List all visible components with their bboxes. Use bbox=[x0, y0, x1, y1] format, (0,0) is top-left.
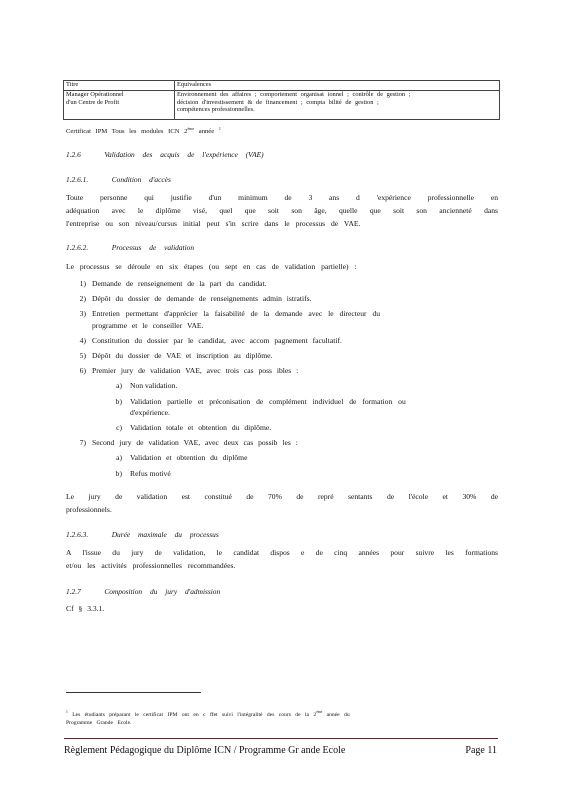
list-number: 4) bbox=[79, 335, 86, 345]
section-number: 1.2.6.2. bbox=[66, 243, 89, 252]
list-item bbox=[70, 276, 500, 291]
list-text: Constitution du dossier par le candidat, avec accom pagnement facultatif. bbox=[92, 335, 342, 345]
list-number: 7) bbox=[79, 438, 86, 448]
sub-list-text: Refus motivé bbox=[130, 468, 171, 478]
paragraph-line: Le jury de validation est constitué de 70% de repré sentants de l'école et 30% de bbox=[66, 492, 498, 501]
section-heading-1-2-6-3 bbox=[66, 530, 219, 539]
equivalence-table bbox=[63, 80, 500, 120]
table-cell-line: compétences professionnelles. bbox=[177, 106, 255, 114]
table-header-row bbox=[64, 81, 500, 91]
page-number: Page 11 bbox=[465, 745, 497, 756]
certificate-text: Certificat IPM Tous les modules ICN 2 bbox=[66, 128, 188, 136]
footnote-mark: 1 bbox=[66, 710, 68, 714]
table-header-titre: Titre bbox=[64, 81, 175, 91]
table-header-equivalences: Equivalences bbox=[175, 81, 500, 91]
footnote-text: Les étudiants préparant le certificat IPM ont en c ffet suivi l'intégralité des cours de la 2 bbox=[72, 711, 317, 718]
list-text: Entretien permettant d'apprécier la faisabilité de la demande avec le directeur du bbox=[92, 309, 381, 319]
list-number: 2) bbox=[79, 294, 86, 304]
list-item bbox=[70, 333, 500, 348]
certificate-tail: année bbox=[198, 128, 215, 136]
footnote-line: Programme Grande Ecole. bbox=[66, 719, 132, 726]
section-title: Composition du jury d'admission bbox=[104, 587, 221, 596]
paragraph-line: et/ou les activités professionnelles recommandées. bbox=[66, 561, 236, 570]
list-text: Demande de renseignement de la part du candidat. bbox=[92, 279, 267, 288]
certificate-row bbox=[66, 126, 221, 135]
list-item bbox=[70, 363, 500, 378]
section-heading-1-2-6 bbox=[66, 150, 264, 159]
list-number: 3) bbox=[79, 309, 86, 319]
sub-list-item bbox=[70, 450, 500, 465]
list-text: Second jury de validation VAE, avec deux cas possib les : bbox=[92, 438, 298, 448]
process-steps-list bbox=[70, 276, 500, 481]
list-number: 6) bbox=[79, 366, 86, 376]
sub-list-text: Validation totale et obtention du diplôme. bbox=[130, 423, 272, 433]
section-title: Condition d'accès bbox=[111, 175, 171, 184]
footnote-text: année du bbox=[326, 711, 350, 718]
sub-list-item bbox=[70, 420, 500, 435]
footnote bbox=[66, 708, 496, 727]
sub-list-letter: b) bbox=[115, 396, 122, 406]
cross-reference: Cf § 3.3.1. bbox=[66, 604, 105, 613]
section-number: 1.2.7 bbox=[66, 587, 81, 596]
table-cell-line: Environnement des affaires ; comportement organisat ionnel ; contrôle de gestion ; bbox=[177, 91, 411, 98]
sub-list-text: d'expérience. bbox=[130, 407, 170, 417]
footnote-ref: 1 bbox=[218, 126, 221, 131]
list-text: Dépôt du dossier de demande de renseignements admin istratifs. bbox=[92, 294, 312, 304]
list-text: programme et le conseiller VAE. bbox=[92, 320, 204, 330]
list-number: 5) bbox=[79, 351, 86, 361]
sub-list-letter: c) bbox=[116, 423, 122, 433]
section-number: 1.2.6.1. bbox=[66, 175, 89, 184]
footnote-separator bbox=[66, 692, 201, 693]
sub-list-letter: a) bbox=[116, 381, 122, 391]
section-title: Validation des acquis de l'expérience (VAE) bbox=[104, 150, 264, 159]
section-title: Processus de validation bbox=[111, 243, 195, 252]
list-item bbox=[70, 348, 500, 363]
section-number: 1.2.6 bbox=[66, 150, 81, 159]
table-cell-equivalences bbox=[175, 91, 500, 120]
footer-title: Règlement Pédagogique du Diplôme ICN / Programme Gr ande Ecole bbox=[64, 745, 346, 756]
list-item bbox=[70, 435, 500, 450]
paragraph-intro: Le processus se déroule en six étapes (ou sept en cas de validation partielle) : bbox=[66, 262, 357, 271]
sub-list-item bbox=[70, 466, 500, 481]
sub-list-letter: a) bbox=[116, 453, 122, 463]
section-number: 1.2.6.3. bbox=[66, 530, 89, 539]
table-cell-line: Manager Opérationnel bbox=[66, 91, 124, 98]
paragraph-line: A l'issue du jury de validation, le candidat dispos e de cinq années pour suivre les formations bbox=[66, 548, 498, 557]
sub-list-text: Validation partielle et préconisation de complément individuel de formation ou bbox=[130, 396, 406, 406]
list-text: Dépôt du dossier de VAE et inscription au diplôme. bbox=[92, 351, 273, 361]
table-cell-line: d'un Centre de Profit bbox=[66, 98, 120, 106]
section-title: Durée maximale du processus bbox=[111, 530, 219, 539]
sub-list-item bbox=[70, 378, 500, 393]
list-text: Premier jury de validation VAE, avec trois cas poss ibles : bbox=[92, 366, 299, 376]
paragraph-line: l'entreprise ou son niveau/cursus initial peut s'in scrire dans le processus de VAE. bbox=[66, 219, 361, 228]
paragraph-line: adéquation avec le diplôme visé, quel que soit son âge, quelle que soit son ancienneté dans bbox=[66, 206, 498, 215]
section-heading-1-2-7 bbox=[66, 587, 220, 596]
table-cell-line: décision d'investissement & de financement ; compta bilité de gestion ; bbox=[177, 98, 379, 106]
table-row bbox=[64, 91, 500, 120]
sub-list-letter: b) bbox=[115, 468, 122, 478]
list-item bbox=[70, 291, 500, 306]
list-number: 1) bbox=[79, 279, 86, 288]
paragraph-line: professionnels. bbox=[66, 505, 112, 514]
certificate-sup: ème bbox=[187, 126, 195, 131]
footnote-sup: ème bbox=[316, 710, 323, 714]
footer-rule bbox=[64, 738, 498, 739]
paragraph-line: Toute personne qui justifie d'un minimum de 3 ans d 'expérience professionnelle en bbox=[66, 193, 498, 202]
table-cell-title bbox=[64, 91, 175, 120]
section-heading-1-2-6-2 bbox=[66, 243, 194, 252]
section-heading-1-2-6-1 bbox=[66, 175, 171, 184]
sub-list-text: Validation et obtention du diplôme bbox=[130, 453, 248, 463]
sub-list-text: Non validation. bbox=[130, 381, 178, 391]
footnote-line bbox=[66, 708, 496, 719]
